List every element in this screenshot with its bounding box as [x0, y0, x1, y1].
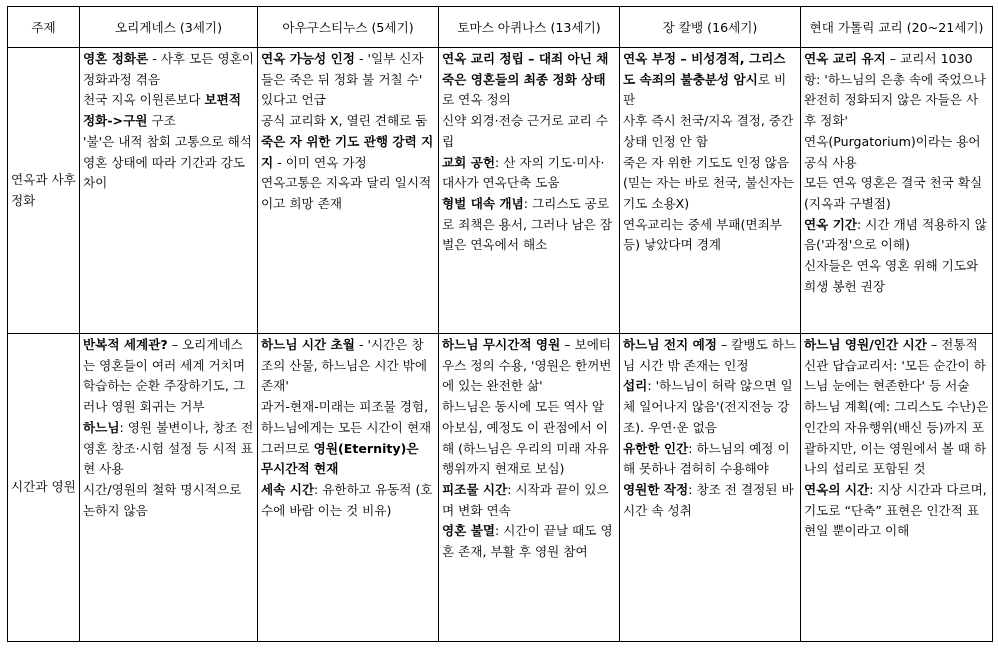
table-row [8, 334, 993, 642]
bold-term: 세속 시간 [261, 481, 315, 497]
header-aquinas: 토마스 아퀴나스 (13세기) [439, 7, 620, 48]
cell-origen [80, 48, 258, 334]
cell-line: 천국 지옥 이원론보다 보편적 정화->구원 구조 [83, 92, 241, 129]
cell-line: 반복적 세계관? – 오리게네스는 영혼들이 여러 세계 거치며 학습하는 순환 주장하기도, 그러나 영원 회귀는 거부 [83, 337, 245, 415]
cell-line: 죽은 자 위한 기도도 인정 않음 (믿는 자는 바로 천국, 불신자는 기도 소용X) [623, 154, 794, 211]
bold-term: 반복적 세계관? [83, 337, 168, 352]
cell-line: 모든 연옥 영혼은 결국 천국 확실(지옥과 구별점) [804, 175, 983, 211]
cell-line: 신약 외경·전승 근거로 교리 수립 [442, 113, 609, 149]
bold-term: 하느님 시간 초월 [261, 337, 355, 352]
cell-line: 연옥교리는 중세 부패(면죄부 등) 낳았다며 경계 [623, 216, 782, 253]
bold-term: 하느님 무시간적 영원 [442, 337, 561, 352]
cell-line: 하느님 무시간적 영원 – 보에티우스 정의 수용, '영원은 한꺼번에 있는 완전한 삶' [442, 337, 612, 394]
cell-line: 공식 교리화 X, 열린 견해로 둠 [261, 113, 428, 129]
bold-term: 연옥의 시간 [804, 481, 870, 497]
cell-line: 영혼 상태에 따라 기간과 강도 차이 [83, 154, 245, 191]
cell-line: 형벌 대속 개념: 그리스도 공로로 죄책은 용서, 그러나 남은 잠벌은 연옥에서 해소 [442, 195, 613, 253]
header-modern-catholic: 현대 가톨릭 교리 (20~21세기) [801, 7, 993, 48]
bold-term: 유한한 인간 [623, 440, 689, 456]
bold-term: 보편적 정화->구원 [83, 92, 241, 129]
bold-term: 영혼 정화론 [83, 51, 149, 66]
bold-term: 피조물 시간 [442, 481, 508, 497]
cell-line: 영혼 정화론 - 사후 모든 영혼이 정화과정 겪음 [83, 51, 254, 87]
header-topic: 주제 [8, 7, 80, 48]
cell-line: 하느님은 동시에 모든 역사 알아보심, 예정도 이 관점에서 이해 (하느님은 우리의 미래 자유행위까지 현재로 보심) [442, 399, 609, 477]
cell-line: 연옥 기간: 시간 개념 적용하지 않음('과정'으로 이해) [804, 216, 987, 253]
row-topic: 시간과 영원 [8, 334, 80, 642]
cell-line: 과거-현재-미래는 피조물 경험, 하느님에게는 모든 시간이 현재 [261, 399, 432, 435]
cell-line: 연옥(Purgatorium)이라는 용어 공식 사용 [804, 133, 981, 170]
cell-origen [80, 334, 258, 642]
cell-line: 영혼 불멸: 시간이 끝날 때도 영혼 존재, 부활 후 영원 참여 [442, 523, 613, 560]
header-augustine: 아우구스티누스 (5세기) [258, 7, 439, 48]
cell-line: 연옥 교리 유지 – 교리서 1030항: '하느님의 은총 속에 죽었으나 완전히 정화되지 않은 자들은 사후 정화' [804, 51, 986, 129]
cell-calvin [620, 48, 801, 334]
bold-term: 연옥 부정 – 비성경적, 그리스도 속죄의 불충분성 암시 [623, 51, 786, 87]
cell-line: 신자들은 연옥 영혼 위해 기도와 희생 봉헌 권장 [804, 258, 979, 294]
bold-term: 영원(Eternity)은 무시간적 현재 [261, 440, 419, 477]
bold-term: 연옥 가능성 인정 [261, 51, 355, 66]
cell-line: 영원한 작정: 창조 전 결정된 바 시간 속 성취 [623, 481, 794, 518]
cell-modern-catholic [801, 334, 993, 642]
cell-augustine [258, 48, 439, 334]
cell-line: 유한한 인간: 하느님의 예정 이해 못하나 겸허히 수용해야 [623, 440, 790, 477]
bold-term: 연옥 교리 유지 [804, 51, 886, 66]
cell-line: 시간/영원의 철학 명시적으로 논하지 않음 [83, 481, 242, 518]
cell-line: 연옥 부정 – 비성경적, 그리스도 속죄의 불충분성 암시로 비판 [623, 51, 787, 108]
cell-line: 하느님 영원/인간 시간 – 전통적 신관 답습교리서: '모든 순간이 하느님 눈에는 현존한다' 등 서술 [804, 337, 986, 394]
bold-term: 하느님 전지 예정 [623, 337, 717, 352]
bold-term: 연옥 교리 정립 – 대죄 아닌 채 죽은 영혼들의 최종 정화 상태 [442, 51, 609, 87]
bold-term: 영혼 불멸 [442, 523, 496, 539]
cell-line: 죽은 자 위한 기도 관행 강력 지지 - 이미 연옥 가정 [261, 133, 434, 170]
cell-modern-catholic [801, 48, 993, 334]
bold-term: 하느님 영원/인간 시간 [804, 337, 927, 352]
cell-line: 사후 즉시 천국/지옥 결정, 중간상태 인정 안 함 [623, 113, 794, 149]
cell-line: 연옥 교리 정립 – 대죄 아닌 채 죽은 영혼들의 최종 정화 상태로 연옥 정의 [442, 51, 609, 108]
comparison-table [7, 6, 993, 642]
cell-line: 하느님 전지 예정 – 칼뱅도 하느님 시간 밖 존재는 인정 [623, 337, 797, 373]
cell-line: 하느님 시간 초월 - '시간은 창조의 산물, 하느님은 시간 밖에 존재' [261, 337, 428, 394]
cell-line: 피조물 시간: 시작과 끝이 있으며 변화 연속 [442, 481, 609, 518]
bold-term: 영원한 작정 [623, 481, 689, 497]
cell-line: 교회 공헌: 산 자의 기도·미사·대사가 연옥단축 도움 [442, 154, 605, 191]
bold-term: 연옥 기간 [804, 216, 858, 232]
cell-augustine [258, 334, 439, 642]
bold-term: 형벌 대속 개념 [442, 195, 524, 211]
cell-line: 세속 시간: 유한하고 유동적 (호수에 바람 이는 것 비유) [261, 481, 433, 518]
cell-line: 연옥의 시간: 지상 시간과 다르며, 기도로 “단축” 표현은 인간적 표현일 뿐이라고 이해 [804, 481, 987, 539]
cell-calvin [620, 334, 801, 642]
header-calvin: 장 칼뱅 (16세기) [620, 7, 801, 48]
row-topic: 연옥과 사후 정화 [8, 48, 80, 334]
cell-line: 섭리: '하느님이 허락 않으면 일체 일어나지 않음'(전지전능 강조). 우연·운 없음 [623, 378, 793, 435]
cell-line: 하느님: 영원 불변이나, 창조 전 영혼 창조·시험 설정 등 시적 표현 사용 [83, 419, 254, 477]
cell-line: 연옥고통은 지옥과 달리 일시적이고 희망 존재 [261, 175, 432, 211]
cell-line: 그러므로 영원(Eternity)은 무시간적 현재 [261, 440, 419, 477]
cell-aquinas [439, 334, 620, 642]
cell-line: 연옥 가능성 인정 - '일부 신자들은 죽은 뒤 정화 불 거칠 수' 있다고 언급 [261, 51, 424, 108]
cell-line: '불'은 내적 참회 고통으로 해석 [83, 133, 252, 149]
cell-aquinas [439, 48, 620, 334]
header-row [8, 7, 993, 48]
table-row [8, 48, 993, 334]
bold-term: 교회 공헌 [442, 154, 496, 170]
bold-term: 섭리 [623, 378, 648, 394]
bold-term: 하느님 [83, 419, 120, 435]
header-origen: 오리게네스 (3세기) [80, 7, 258, 48]
bold-term: 죽은 자 위한 기도 관행 강력 지지 [261, 133, 434, 170]
cell-line: 하느님 계획(예: 그리스도 수난)은 인간의 자유행위(배신 등)까지 포괄하지만, 이는 영원에서 볼 때 하나의 섭리로 포함된 것 [804, 399, 989, 477]
